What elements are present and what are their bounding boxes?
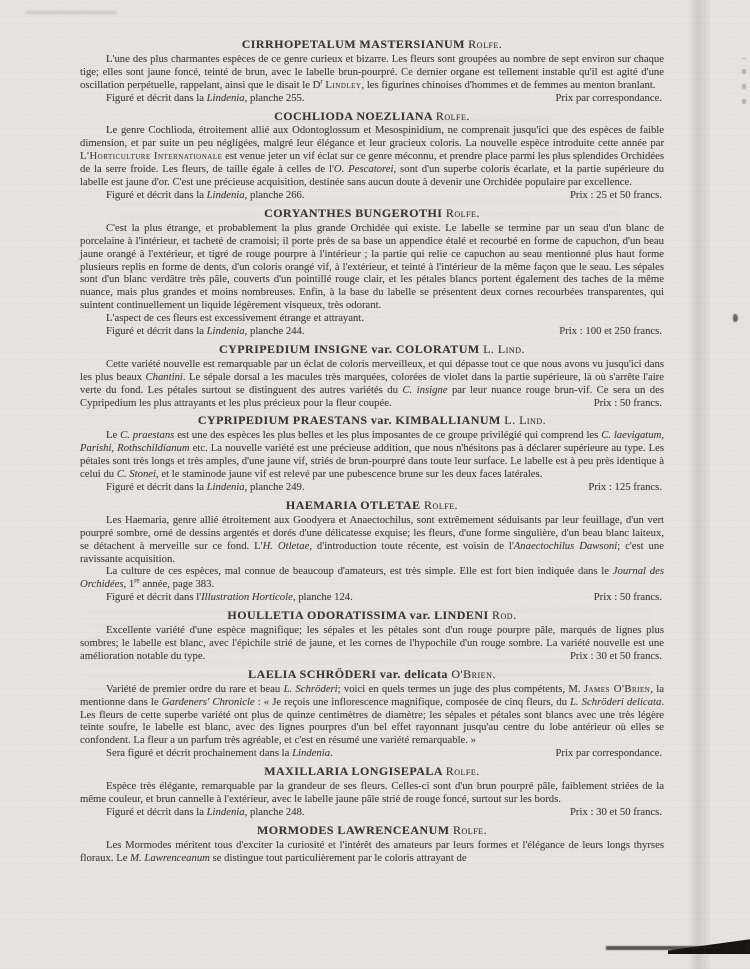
description-paragraph: C'est la plus étrange, et probablement la plus grande Orchidée qui existe. Le labelle se termine par un seau d'un blanc de porcelaine à l'intérieur, et tacheté de cramoisi; il porte près de sa base un appendice étalé et recourbé en forme de capuchon, d'un beau jaune orangé à l'extérieur, et tigré de rouge pourpre à l'intérieur ; la partie qui relie ce capuchon au seau mentionné plus haut forme plusieurs replis en forme de dents, d'un coloris orangé vif, à l'extérieur, et teinté à l'intérieur de la même façon que le seau. Les sépales sont d'un blanc verdâtre très pâle, couverts d'un pointillé rouge clair, et les pétales blancs portent également des taches de la même nuance, mais plus grandes et moins nombreuses. Enfin, à la base du labelle se présentent deux cornes recourbées transparentes, qui suintent continuellement un liquide légèrement visqueux, très odorant.: [80, 221, 664, 312]
species-section-cypripedium-insigne-coloratum: [80, 343, 664, 410]
price-label: Prix par correspondance.: [555, 91, 662, 104]
reference-price-line: [80, 806, 664, 819]
price-label: Prix par correspondance.: [555, 747, 662, 760]
price-label: Prix : 30 et 50 francs.: [569, 649, 662, 662]
description-paragraph: Les Haemaria, genre allié étroitement aux Goodyera et Anaectochilus, sont extrêmement séduisants par leur feuillage, d'un vert pourpré sombre, orné de dessins argentés et dorés d'une délicatesse exquise; les fleurs, d'une forme singulière, d'un beau blanc laiteux, se détachent à merveille sur ce fond. L'H. Otletae, d'introduction toute récente, est voisin de l'Anaectochilus Dawsoni; c'est une ravissante acquisition.: [80, 513, 664, 565]
species-title: CYPRIPEDIUM INSIGNE var. COLORATUM L. Lind.: [219, 341, 525, 356]
species-title: HOULLETIA ODORATISSIMA var. LINDENI Rod.: [227, 608, 517, 623]
species-title: MAXILLARIA LONGISEPALA Rolfe.: [264, 764, 480, 779]
species-section-cypripedium-praestans-kimballianum: [80, 414, 664, 493]
page-fold-shadow: [688, 0, 710, 969]
scan-dark-strip-bottom: [606, 946, 750, 950]
figure-reference: Figuré et décrit dans la Lindenia, planche 266.: [106, 188, 305, 201]
reference-price-line: [80, 591, 664, 604]
species-section-cochlioda-noezliana: [80, 110, 664, 202]
price-label: Prix : 125 francs.: [588, 481, 662, 493]
species-title: CORYANTHES BUNGEROTHI Rolfe.: [264, 205, 480, 220]
page-corner-shadow-bottom-right: [668, 938, 750, 954]
scan-smudge-top-left: [25, 11, 117, 14]
figure-reference: Figuré et décrit dans la Lindenia, planche 249.: [106, 481, 305, 493]
description-paragraph: L'une des plus charmantes espèces de ce genre curieux et bizarre. Les fleurs sont groupées au nombre de sept environ sur chaque tige; elles sont jaune foncé, teinté de brun, avec le labelle brun-pourpré. Ce dernier organe est tellement instable qu'il est agité d'une oscillation perpétuelle, rappelant, ainsi que le disait le $D^r$ Lindley, les figurines chinoises d'hommes et de femmes au menton branlant.: [80, 52, 664, 91]
reference-price-line: [80, 325, 664, 338]
reference-price-line: [80, 92, 664, 105]
description-paragraph: Cette variété nouvelle est remarquable par un éclat de coloris merveilleux, et qui dépasse tout ce que nous avons vu jusqu'ici dans les plus beaux Chantini. Le sépale dorsal a les macules très marquées, colorées de violet dans la partie supérieure, là où s'arrête l'aire verte du fond. Les pétales surtout se distinguent des autres variétés du C. insigne par leur nuance rouge brun-vif. Ce sera un des Cypripedium les plus attrayants et les plus précieux pour la fleur coupée. Prix : 50 francs.: [80, 357, 664, 409]
figure-reference: Sera figuré et décrit prochainement dans la Lindenia.: [106, 747, 333, 760]
species-section-haemaria-otletae: [80, 499, 664, 604]
figure-reference: Figuré et décrit dans la Lindenia, planche 244.: [106, 325, 305, 338]
text-column: [80, 33, 664, 864]
figure-reference: Figuré et décrit dans la Lindenia, planche 255.: [106, 91, 305, 104]
species-title: MORMODES LAWRENCEANUM Rolfe.: [257, 822, 487, 837]
description-paragraph: Variété de premier ordre du rare et beau L. Schröderi; voici en quels termes un juge des plus compétents, M. James O'Brien, la mentionne dans le Gardeners' Chronicle : « Je reçois une inflorescence magnifique, composée de cinq fleurs, du L. Schröderi delicata. Les fleurs de cette superbe variété ont plus de quinze centimètres de diamètre; les sépales et pétales sont blancs avec une très légère teinte soufre, le labelle est blanc, avec des lignes pourpres d'un bel effet rayonnant jusqu'au centre du lobe antérieur où elles se confondent. La fleur a un parfum très agréable, et c'est en résumé une variété remarquable. »: [80, 682, 665, 747]
price-label: Prix : 50 francs.: [593, 396, 662, 409]
species-section-houlletia-odoratissima-lindeni: [80, 609, 664, 663]
species-section-laelia-schroderi-delicata: [80, 668, 664, 760]
species-title: COCHLIODA NOEZLIANA Rolfe.: [274, 108, 470, 123]
species-title: CYPRIPEDIUM PRAESTANS var. KIMBALLIANUM L. Lind.: [197, 413, 547, 428]
species-section-mormodes-lawrenceanum: [80, 824, 664, 865]
reference-price-line: [80, 481, 664, 494]
species-section-cirrhopetalum-mastersianum: [80, 38, 664, 105]
reference-price-line: [80, 747, 664, 760]
price-label: Prix : 25 et 50 francs.: [569, 188, 662, 201]
price-label: Prix : 50 francs.: [593, 591, 662, 604]
scan-showthrough-right-edge: [742, 58, 746, 104]
description-paragraph: Espèce très élégante, remarquable par la grandeur de ses fleurs. Celles-ci sont d'un brun pourpré pâle, faiblement striées de la même couleur, et brun cannelle à l'extérieur, avec le labelle jaune pâle strié de rouge foncé, surtout sur les bords.: [80, 780, 664, 805]
figure-reference: Figuré et décrit dans l'Illustration Horticole, planche 124.: [106, 591, 353, 604]
species-section-maxillaria-longisepala: [80, 765, 664, 819]
species-section-coryanthes-bungerothi: [80, 207, 664, 338]
figure-reference: Figuré et décrit dans la Lindenia, planche 248.: [106, 805, 305, 818]
ink-dot-right-margin: [733, 314, 738, 322]
species-title: CIRRHOPETALUM MASTERSIANUM Rolfe.: [241, 37, 503, 51]
price-label: Prix : 30 et 50 francs.: [569, 805, 662, 818]
description-paragraph: Excellente variété d'une espèce magnifique; les sépales et les pétales sont d'un rouge pourpre pâle, marqués de lignes plus sombres; le labelle est blanc, avec l'épichile strié de jaune, et les cornes de l'hypochile d'un rouge sombre. La variété nouvelle est une amélioration notable du type. Prix : 30 et 50 francs.: [80, 624, 664, 662]
price-label: Prix : 100 et 250 francs.: [559, 325, 662, 338]
description-paragraph: Le C. praestans est une des espèces les plus belles et les plus imposantes de ce groupe privilégié qui comprend les C. laevigatum, Parishi, Rothschildianum etc. La nouvelle variété est une précieuse addition, que nous n'hésitons pas à déclarer supérieure au type. Les pétales sont très longs et très amples, d'une jaune vif, striés de brun-pourpré dans toute leur surface. Le labelle est à peu près identique à celui du C. Stonei, et le staminode jaune vif est relevé par une pubescence brune sur les deux faces latérales.: [80, 429, 665, 481]
description-paragraph: La culture de ces espèces, mal connue de beaucoup d'amateurs, est très simple. Elle est fort bien indiquée dans le Journal des Orchidées, 1re année, page 383.: [80, 565, 665, 591]
description-paragraph: L'aspect de ces fleurs est excessivement étrange et attrayant.: [106, 312, 365, 325]
species-title: HAEMARIA OTLETAE Rolfe.: [285, 497, 459, 512]
reference-price-line: [80, 189, 664, 202]
description-paragraph: Les Mormodes méritent tous d'exciter la curiosité et l'intérêt des amateurs par leurs formes et l'élégance de leurs longs thyrses floraux. Le M. Lawrenceanum se distingue tout particulièrement par le coloris attrayant de: [80, 838, 664, 864]
species-title: LAELIA SCHRÖDERI var. delicata O'Brien.: [248, 666, 496, 681]
description-paragraph: Le genre Cochlioda, étroitement allié aux Odontoglossum et Mesospinidium, ne comprenait jusqu'ici que des espèces de faible dimension, et par suite un peu négligées, malgré leur élégance et leur gracieux coloris. La nouvelle espèce introduite cette année par L'Horticulture Internationale est venue jeter un vif éclat sur ce genre méconnu, et prendre place parmi les plus splendides Orchidées de la serre froide. Les fleurs, de taille égale à celles de l'O. Pescatorei, sont d'un superbe coloris écarlate, et la partie supérieure du labelle est jaune d'or. C'est une précieuse acquisition, destinée sans aucun doute à devenir une Orchidée populaire par excellence.: [80, 124, 664, 189]
